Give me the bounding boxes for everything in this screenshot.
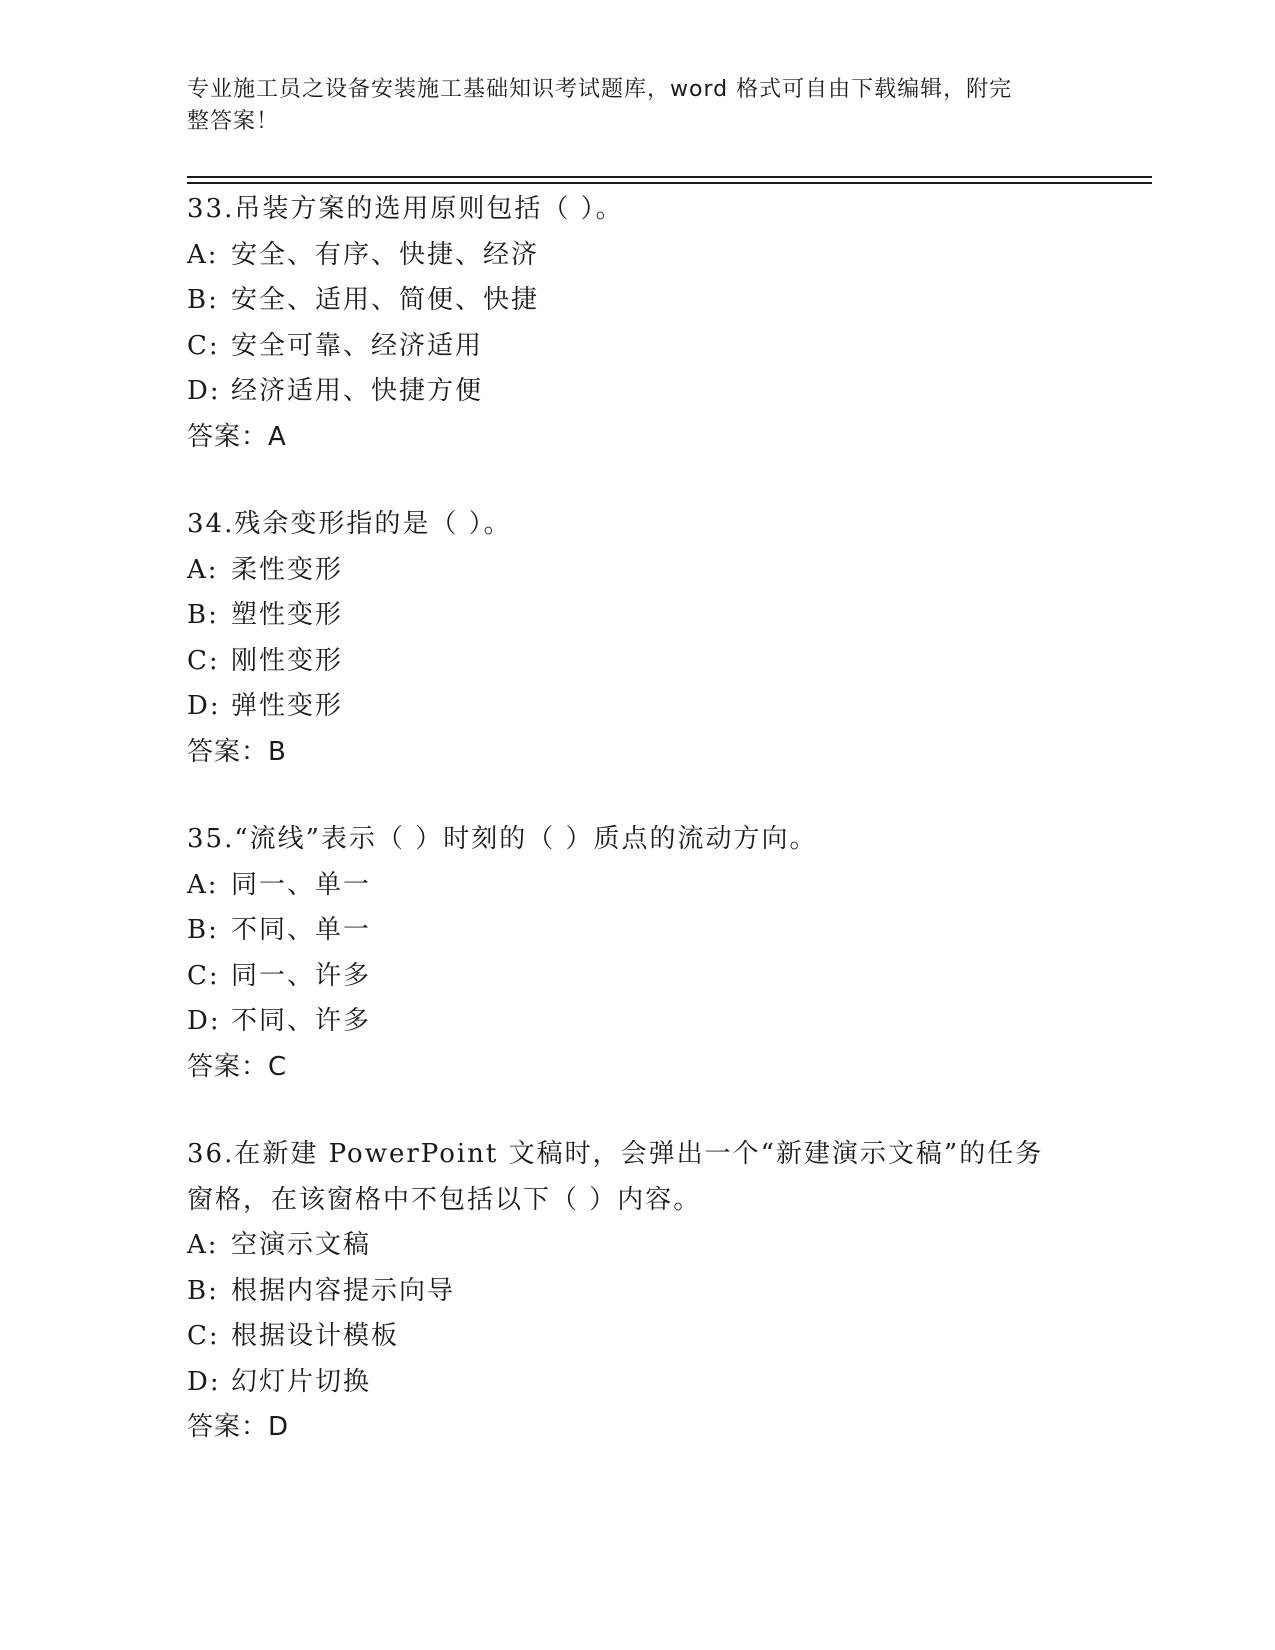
option-text: 同一、单一 xyxy=(231,869,372,900)
option-c xyxy=(187,954,1087,1000)
option-text: 幻灯片切换 xyxy=(231,1366,372,1397)
option-c xyxy=(187,639,1087,685)
option-label: D: xyxy=(187,1366,221,1397)
header-divider-bottom xyxy=(187,182,1152,184)
option-label: A: xyxy=(187,239,219,270)
header-line-1: 专业施工员之设备安装施工基础知识考试题库，word 格式可自由下载编辑，附完 xyxy=(187,77,1013,102)
question-35 xyxy=(187,817,1087,1090)
question-stem: 34.残余变形指的是（ ）。 xyxy=(187,509,512,539)
option-d xyxy=(187,999,1087,1045)
option-label: B: xyxy=(187,915,219,945)
answer: 答案：A xyxy=(187,421,287,452)
question-33 xyxy=(187,187,1087,460)
option-a xyxy=(187,233,1087,279)
question-stem-line-2: 窗格，在该窗格中不包括以下（ ）内容。 xyxy=(187,1184,702,1215)
answer: 答案：B xyxy=(187,736,287,767)
option-text: 同一、许多 xyxy=(231,960,372,991)
option-label: A: xyxy=(187,1230,219,1260)
option-c xyxy=(187,324,1087,370)
option-label: C: xyxy=(187,645,220,676)
answer: 答案：C xyxy=(187,1051,288,1082)
option-text: 经济适用、快捷方便 xyxy=(231,376,484,406)
option-label: A: xyxy=(187,554,219,585)
option-a xyxy=(187,548,1087,594)
question-list xyxy=(187,187,1087,1493)
option-text: 柔性变形 xyxy=(231,554,344,585)
option-text: 不同、单一 xyxy=(231,915,372,945)
option-a xyxy=(187,863,1087,909)
option-text: 根据设计模板 xyxy=(231,1321,400,1351)
option-b xyxy=(187,593,1087,639)
document-header xyxy=(187,74,1067,138)
option-label: C: xyxy=(187,1321,220,1351)
option-label: C: xyxy=(187,330,220,361)
option-b xyxy=(187,278,1087,324)
option-text: 根据内容提示向导 xyxy=(231,1275,456,1306)
option-label: B: xyxy=(187,1275,219,1306)
option-b xyxy=(187,908,1087,954)
option-d xyxy=(187,369,1087,415)
header-divider-top xyxy=(187,176,1152,178)
question-stem: 33.吊装方案的选用原则包括（ ）。 xyxy=(187,194,624,224)
option-text: 刚性变形 xyxy=(231,645,344,676)
option-text: 弹性变形 xyxy=(231,691,344,721)
option-label: C: xyxy=(187,960,220,991)
question-stem: 35.“流线”表示（ ）时刻的（ ）质点的流动方向。 xyxy=(187,824,818,854)
option-text: 安全可靠、经济适用 xyxy=(231,330,484,361)
option-label: D: xyxy=(187,1006,221,1036)
option-c xyxy=(187,1314,1087,1360)
option-label: D: xyxy=(187,691,221,721)
option-text: 安全、有序、快捷、经济 xyxy=(231,239,540,270)
option-d xyxy=(187,1360,1087,1406)
option-text: 不同、许多 xyxy=(231,1006,372,1036)
option-d xyxy=(187,684,1087,730)
option-label: B: xyxy=(187,285,219,315)
option-text: 塑性变形 xyxy=(231,600,344,630)
option-label: D: xyxy=(187,376,221,406)
option-a xyxy=(187,1223,1087,1269)
question-36 xyxy=(187,1132,1087,1451)
option-b xyxy=(187,1269,1087,1315)
option-label: A: xyxy=(187,869,219,900)
header-line-2: 整答案！ xyxy=(187,109,280,134)
option-text: 空演示文稿 xyxy=(231,1230,372,1260)
question-34 xyxy=(187,502,1087,775)
option-text: 安全、适用、简便、快捷 xyxy=(231,285,540,315)
question-stem-line-1: 36.在新建 PowerPoint 文稿时，会弹出一个“新建演示文稿”的任务 xyxy=(187,1139,1044,1169)
option-label: B: xyxy=(187,600,219,630)
answer: 答案：D xyxy=(187,1412,290,1442)
